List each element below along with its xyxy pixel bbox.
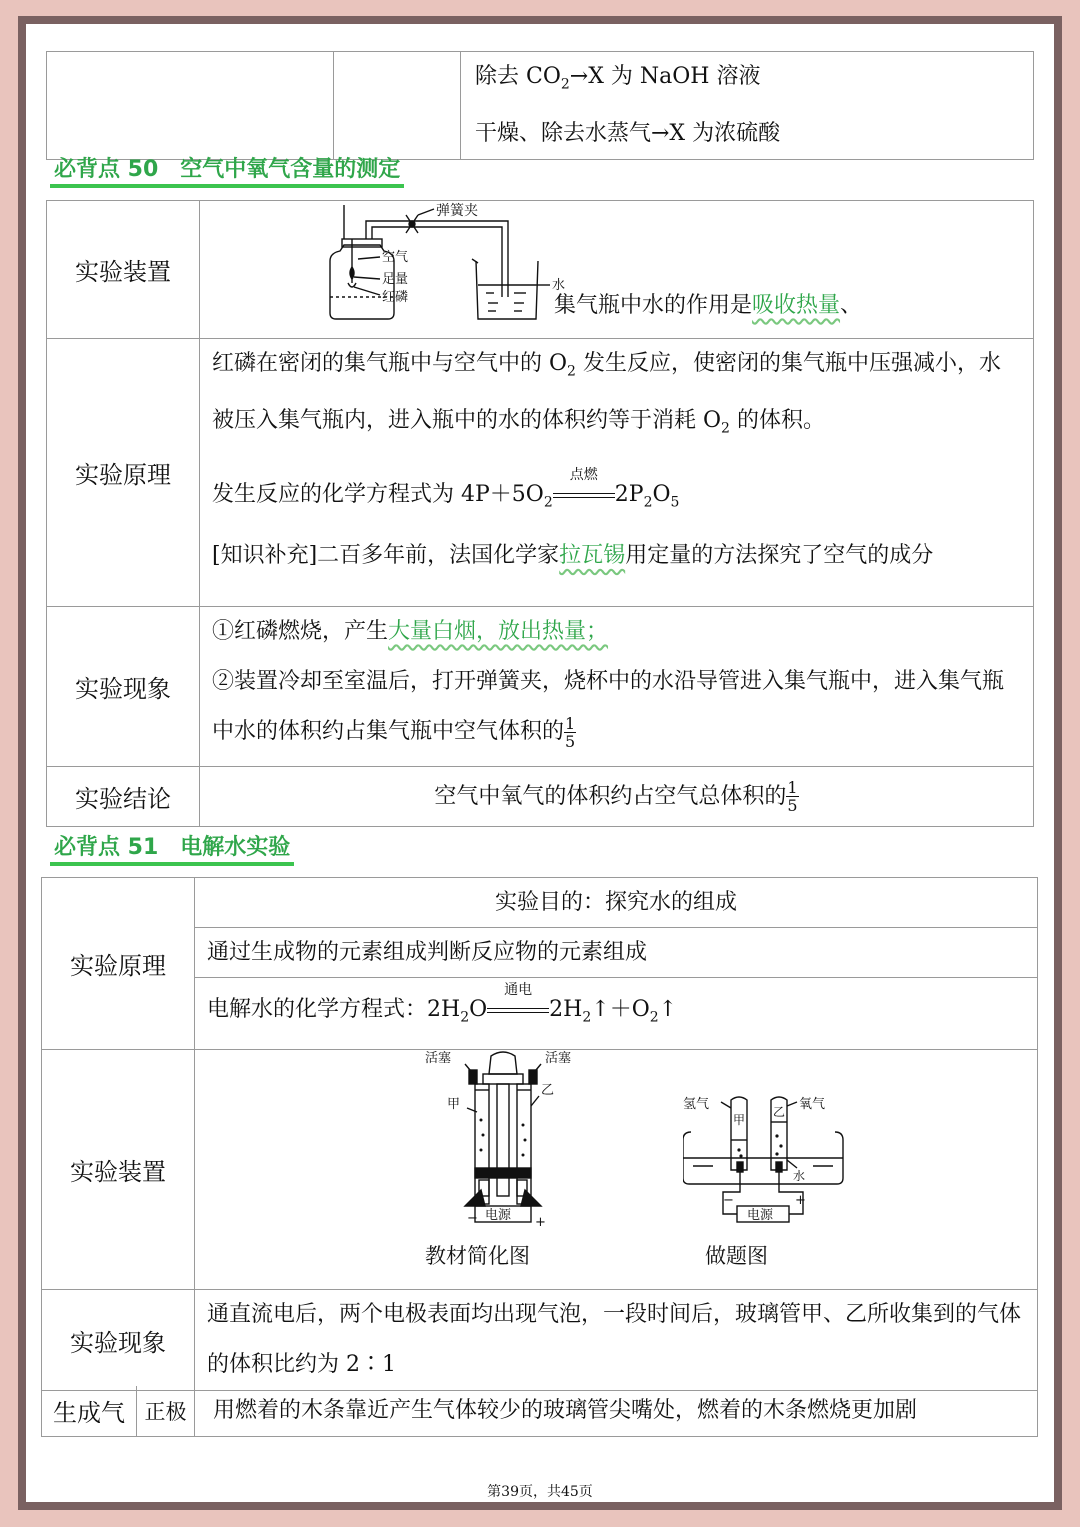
yi-label: 乙 (541, 1083, 555, 1098)
phenomenon-2: ②装置冷却至室温后，打开弹簧夹，烧杯中的水沿导管进入集气瓶中，进入集气瓶中水的体积约占集气瓶中空气体积的 $\frac{1}{5}$ (212, 669, 1005, 751)
top-cell-2 (334, 52, 461, 160)
positive-label: 正极 (137, 1386, 195, 1436)
svg-text:+: + (795, 1193, 806, 1208)
electrolysis-equation-cell: 电解水的化学方程式：$2H_2O$ 通电 $2H_2↑+O_2↑$ (195, 978, 1038, 1050)
one-fifth-fraction: $\frac{1}{5}$ (565, 713, 576, 751)
svg-text:−: − (467, 1211, 478, 1226)
top-table (46, 51, 1034, 160)
phenomenon-1: ①红磷燃烧，产生大量白烟，放出热量； (212, 619, 609, 644)
fig2-water-label: 水 (793, 1169, 806, 1183)
textbook-apparatus (425, 1050, 585, 1235)
air-label: 空气 (382, 250, 409, 265)
exercise-caption: 做题图 (705, 1244, 768, 1268)
jia-label: 甲 (447, 1097, 461, 1112)
hydrogen-label: 氢气 (683, 1097, 710, 1112)
electrolysis-table (41, 877, 1038, 1391)
s51-principle-label: 实验原理 (42, 878, 195, 1050)
enough-label: 足量 (382, 272, 409, 287)
s51-device-cell (195, 1050, 1038, 1290)
exercise-apparatus (683, 1096, 863, 1236)
top-cell-3 (461, 52, 1034, 160)
electrify-equals-sign: 通电 (487, 1006, 549, 1013)
top-cell-1 (47, 52, 334, 160)
s51-phenomenon-cell: 通直流电后，两个电极表面均出现气泡，一段时间后，玻璃管甲、乙所收集到的气体的体积比约为 2∶1 (195, 1290, 1038, 1391)
page-footer: 第39页，共45页 (487, 1484, 593, 1500)
svg-text:+: + (535, 1215, 546, 1230)
white-smoke-answer: 大量白烟，放出热量； (388, 619, 609, 644)
purpose-cell: 实验目的：探究水的组成 (195, 878, 1038, 928)
stopper (342, 239, 382, 247)
phenomenon-cell (200, 607, 1034, 767)
beaker (476, 261, 538, 319)
water-label: 水 (552, 278, 566, 293)
oxygen-content-table (46, 200, 1034, 827)
fig2-yi-label: 乙 (773, 1105, 786, 1119)
principle-label: 实验原理 (47, 339, 200, 607)
device-cell (200, 201, 1034, 339)
section-51-heading: 必背点 51 电解水实验 (50, 830, 294, 866)
remove-co2-line: 除去 $CO_2\to X$ 为 NaOH 溶液 (475, 64, 761, 93)
ignite-equals-sign: 点燃 (553, 491, 615, 498)
conclusion-label: 实验结论 (47, 767, 200, 827)
knowledge-supplement: [知识补充]二百多年前，法国化学家拉瓦锡用定量的方法探究了空气的成分 (212, 543, 934, 569)
red-p-label: 红磷 (382, 290, 409, 305)
judge-cell: 通过生成物的元素组成判断反应物的元素组成 (195, 928, 1038, 978)
gas-test-row (41, 1386, 1038, 1437)
fig2-jia-label: 甲 (733, 1113, 746, 1127)
gas-label: 生成气 (42, 1386, 137, 1436)
device-label: 实验装置 (47, 201, 200, 339)
textbook-caption: 教材简化图 (425, 1244, 530, 1268)
svg-text:−: − (723, 1193, 734, 1208)
stopcock-left-label: 活塞 (425, 1051, 452, 1066)
absorb-heat-answer: 吸收热量 (752, 293, 841, 318)
conclusion-cell: 空气中氧气的体积约占空气总体积的 $\frac{1}{5}$ (200, 767, 1034, 827)
power-label-1: 电源 (485, 1208, 512, 1223)
stopcock-right-label: 活塞 (545, 1051, 572, 1066)
s51-device-label: 实验装置 (42, 1050, 195, 1290)
oxygen-label: 氧气 (799, 1097, 826, 1112)
dry-line: 干燥、除去水蒸气→X 为浓硫酸 (475, 121, 781, 147)
principle-paragraph: 红磷在密闭的集气瓶中与空气中的 $O_2$ 发生反应，使密闭的集气瓶中压强减小，水被压入集气瓶内，进入瓶中的水的体积约等于消耗 $O_2$ 的体积。 (212, 351, 1001, 437)
s51-phenomenon-label: 实验现象 (42, 1290, 195, 1391)
positive-text: 用燃着的木条靠近产生气体较少的玻璃管尖嘴处，燃着的木条燃烧更加剧 (195, 1386, 1038, 1436)
principle-cell (200, 339, 1034, 607)
equation-line: 发生反应的化学方程式为 $4P+5O_2$ 点燃 $2P_2O_5$ (212, 467, 680, 511)
conclusion-fraction: $\frac{1}{5}$ (787, 778, 798, 815)
power-label-2: 电源 (747, 1208, 774, 1223)
phenomenon-label: 实验现象 (47, 607, 200, 767)
clamp-label: 弹簧夹 (436, 203, 478, 219)
section-50-heading: 必背点 50 空气中氧气含量的测定 (50, 152, 404, 188)
water-role-text: 集气瓶中水的作用是吸收热量、 (554, 293, 863, 318)
lavoisier-answer: 拉瓦锡 (559, 543, 626, 569)
